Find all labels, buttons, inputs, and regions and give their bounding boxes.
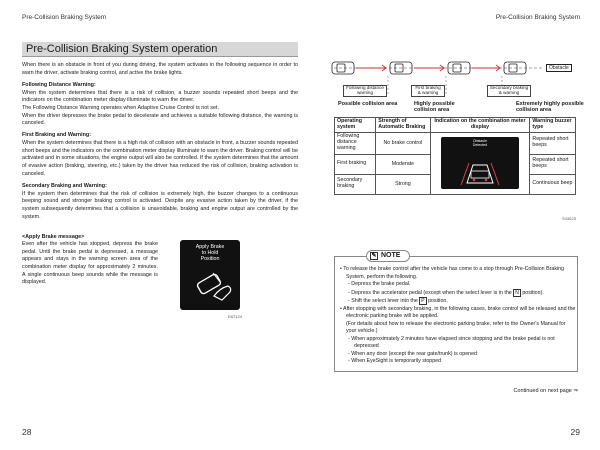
dash-6-text: When EyeSight is temporarily stopped: [351, 358, 442, 365]
right-page-header: Pre-Collision Braking System: [495, 14, 580, 21]
table-header-row: [335, 118, 576, 133]
brake-pedal-icon: [180, 240, 240, 310]
secondary-braking-heading: Secondary Braking and Warning:: [22, 182, 107, 189]
note-bullet-2-dash-2: - When any door (except the rear gate/trunk) is opened: [348, 350, 477, 357]
screen-line-1: Apply Brake: [195, 244, 225, 250]
left-page-body: [22, 62, 298, 221]
row-1-operating-system: Following distance warning: [335, 132, 376, 154]
note-bullet-1-text: To release the brake control after the vehicle has come to a stop through Pre-Collision Braking System, perform the following.: [343, 266, 565, 280]
note-icon: ✎: [371, 253, 377, 259]
right-page-number: 29: [570, 427, 580, 437]
area-2-line-1: Highly possible: [414, 101, 455, 107]
left-page-header: Pre-Collision Braking System: [22, 14, 107, 21]
bubble-1-line-2: warning: [356, 89, 374, 95]
note-heading: [366, 250, 410, 262]
car-ahead-icon: [441, 137, 519, 189]
secondary-braking-p1: If the system then determines that the risk of collision is extremely high, the buzzer changes to a continuous beeping sound and stronger braking control is activated. Despite any evasive action taken by the driver, if the system subsequently determines that a collision is unavoidable, braking and engine output are controlled by the system.: [22, 190, 298, 220]
col-header-indication: Indication on the combination meter display: [430, 118, 530, 133]
p-position-key: P: [421, 298, 425, 305]
secondary-braking-bubble: [487, 85, 531, 97]
dash-2-text: Depress the accelerator pedal (except when the select lever is in the: [351, 289, 512, 296]
first-braking-p1: When the system determines that there is a high risk of collision with an obstacle in front, a buzzer sounds repeated short beeps and the indicators on the combination meter display illuminate to warn the driver. Braking control will be activated and in some situations, the engine output will also be controlled. If the system determines that the amount of evasive action (braking, steering, etc.) taken by the driver has reduced the risk of collision, braking activation is canceled.: [22, 140, 298, 177]
area-3-line-1: Extremely highly possible: [516, 101, 584, 107]
row-2-buzzer: Repeated short beeps: [530, 154, 576, 174]
dash-3-post: position.: [428, 298, 448, 305]
row-3-strength: Strong: [376, 174, 430, 194]
dash-2-post: position).: [522, 289, 544, 296]
row-3-buzzer: Continuous beep: [530, 174, 576, 194]
screen-line-2: to Hold: [201, 250, 219, 257]
col-header-strength: Strength of Automatic Braking: [376, 118, 430, 133]
bubble-3-line-1: Secondary braking: [489, 85, 529, 90]
bubble-1-line-1: Following distance: [346, 85, 384, 90]
row-2-operating-system: First braking: [335, 154, 376, 174]
distance-warning-p1: When the system determines that there is a risk of collision, a buzzer sounds repeated short beeps and the indicators on the combination meter display illuminate to warn the driver.: [22, 89, 298, 104]
note-bullet-1-dash-2: - Depress the accelerator pedal (except when the select lever is in the N position).: [348, 289, 544, 296]
table-figure-code: S4302S: [562, 216, 577, 221]
bubble-3-line-2: & warning: [498, 89, 520, 95]
meter-display-cell: [430, 132, 530, 194]
first-braking-bubble: [411, 85, 445, 97]
following-distance-bubble: [343, 85, 387, 97]
note-title: NOTE: [381, 252, 401, 259]
table-row: [335, 132, 576, 154]
first-braking-heading: First Braking and Warning:: [22, 132, 91, 139]
row-2-strength: Moderate: [376, 154, 430, 174]
bubble-2-line-1: First braking: [415, 85, 441, 90]
screen-line-3: Position: [200, 256, 220, 263]
highly-possible-area-label: [414, 101, 455, 113]
apply-brake-screen-illustration: [180, 240, 240, 310]
note-bullet-2-text: After stopping with secondary braking, in the following cases, brake control will be released and the electronic parking brake will be applied.: [343, 305, 576, 320]
distance-warning-p2: The Following Distance Warning operates when Adaptive Cruise Control is not set.: [22, 104, 219, 111]
apply-brake-heading: <Apply Brake message>: [22, 234, 85, 240]
note-bullet-2-dash-1: - When approximately 2 minutes have elapsed since stopping and the brake pedal is not depressed: [348, 335, 555, 350]
dash-1-text: Depress the brake pedal.: [351, 281, 411, 288]
row-1-buzzer: Repeated short beeps: [530, 132, 576, 154]
col-header-buzzer: Warning buzzer type: [530, 118, 576, 133]
distance-warning-p3: When the driver depresses the brake pedal to decelerate and achieves a suitable following distance, the warning is canceled.: [22, 112, 298, 127]
section-title: Pre-Collision Braking System operation: [22, 42, 298, 57]
braking-operations-table: [334, 117, 576, 195]
note-bullet-2-dash-3: - When EyeSight is temporarily stopped: [348, 358, 442, 365]
apply-brake-figure-code: E8T124: [228, 314, 243, 319]
meter-line-2: Detected: [472, 143, 488, 148]
left-page-number: 28: [22, 427, 32, 437]
apply-brake-body: Even after the vehicle has stopped, depress the brake pedal. Until the brake pedal is depressed, a message appears and stays in the warning screen area of the combination meter display for approximately 2 minutes. A single continuous beep sounds while the message is displayed.: [22, 241, 158, 286]
continued-on-next-page: Continued on next page ⇒: [513, 388, 578, 394]
area-2-line-2: collision area: [414, 107, 450, 114]
dash-3-text: Shift the select lever into the: [351, 298, 418, 305]
dash-5-text: When any door (except the rear gate/trunk) is opened: [351, 350, 477, 357]
col-header-operating-system: Operating system: [335, 118, 376, 133]
note-bullet-2: • After stopping with secondary braking, in the following cases, brake control will be released and the electronic parking brake will be applied.: [340, 305, 576, 320]
row-3-operating-system: Secondary braking: [335, 174, 376, 194]
intro-paragraph: When there is an obstacle in front of you during driving, the system activates in the following sequence in order to warn the driver, activate braking control, and active the brake lights.: [22, 62, 298, 76]
dash-4-text: When approximately 2 minutes have elapsed since stopping and the brake pedal is not depressed: [351, 335, 555, 350]
extremely-highly-possible-area-label: [516, 101, 584, 113]
obstacle-label: Obstacle: [546, 64, 572, 72]
meter-line-1: Obstacle: [472, 139, 488, 144]
note-bullet-1: • To release the brake control after the vehicle has come to a stop through Pre-Collision Braking System, perform the following.: [340, 266, 565, 280]
row-1-strength: No brake control: [376, 132, 430, 154]
area-3-line-2: collision area: [516, 107, 552, 114]
note-body: [340, 266, 576, 366]
distance-warning-heading: Following Distance Warning:: [22, 81, 96, 88]
meter-display-illustration: [441, 137, 519, 189]
note-bullet-2-paren: (For details about how to release the electronic parking brake, refer to the Owner's Manual for your vehicle.): [346, 320, 566, 335]
n-position-key: N: [515, 289, 519, 296]
note-bullet-1-dash-1: - Depress the brake pedal.: [348, 281, 411, 288]
possible-collision-area-label: Possible collision area: [338, 101, 398, 107]
note-bullet-1-dash-3: - Shift the select lever into the P position.: [348, 298, 448, 305]
bubble-2-line-2: & warning: [417, 89, 439, 95]
